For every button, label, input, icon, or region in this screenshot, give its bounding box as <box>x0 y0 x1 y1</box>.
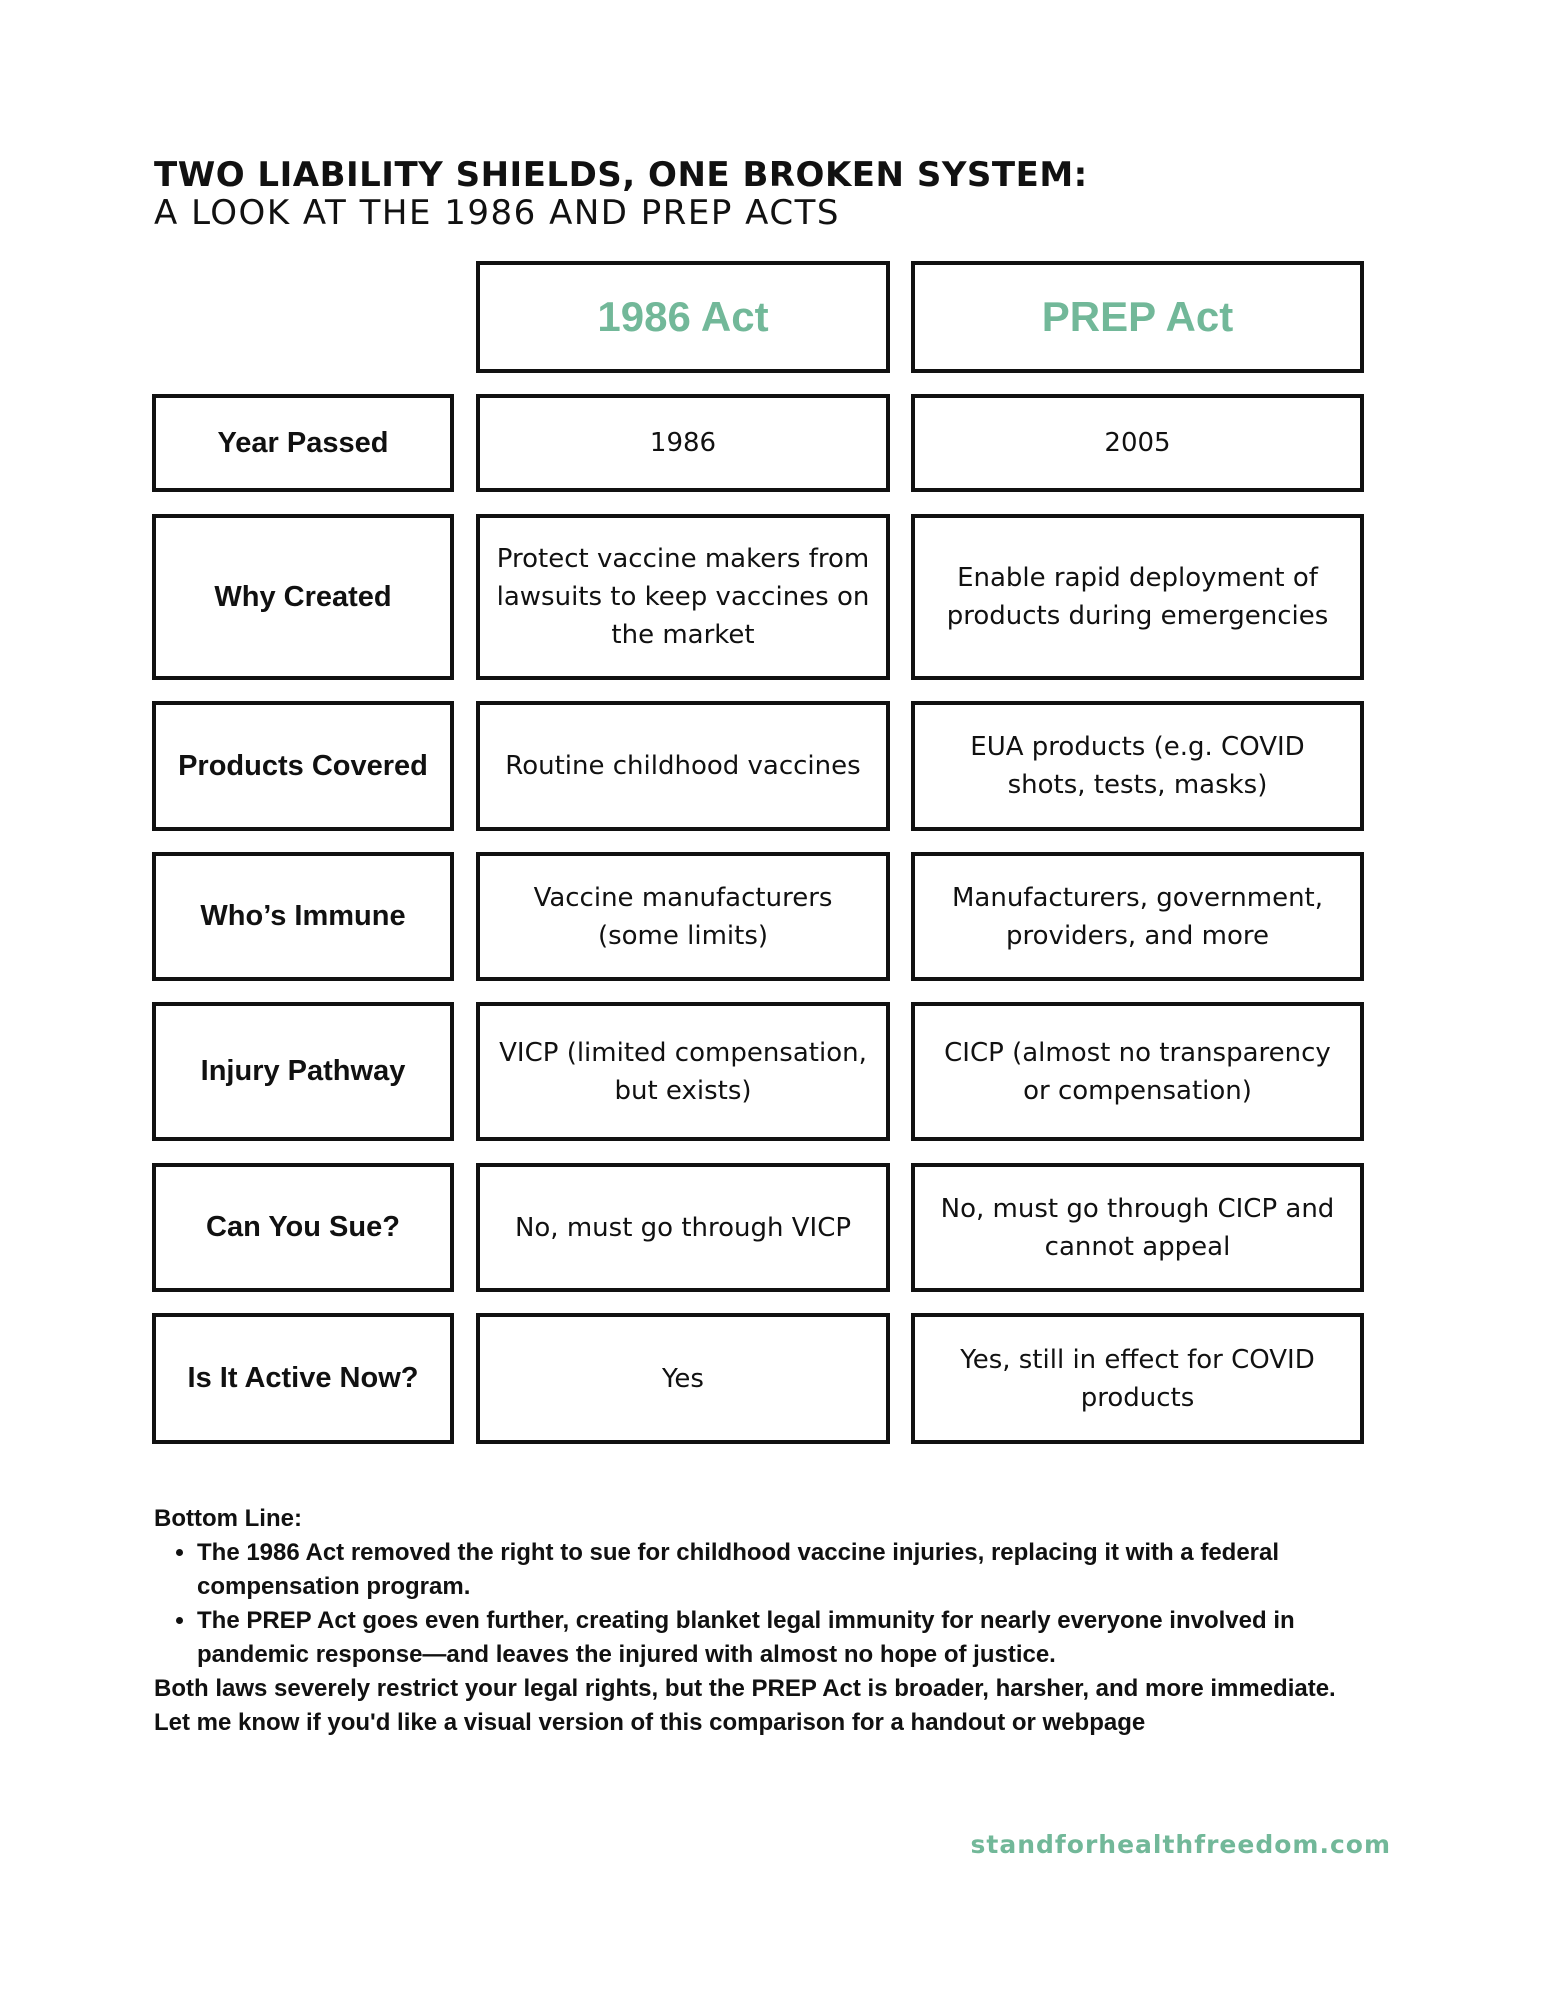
cell-prep-can-you-sue: No, must go through CICP and cannot appeal <box>911 1163 1364 1292</box>
row-label-is-it-active-now: Is It Active Now? <box>152 1313 454 1444</box>
cell-prep-injury-pathway: CICP (almost no transparency or compensation) <box>911 1002 1364 1141</box>
bottom-line-section <box>154 1502 1404 1740</box>
cell-1986-injury-pathway: VICP (limited compensation, but exists) <box>476 1002 890 1141</box>
cell-prep-year-passed: 2005 <box>911 394 1364 492</box>
bottom-line-closing: Let me know if you'd like a visual version of this comparison for a handout or webpage <box>154 1709 1146 1736</box>
bottom-line-heading: Bottom Line: <box>154 1505 302 1532</box>
row-label-why-created: Why Created <box>152 514 454 680</box>
bottom-line-summary: Both laws severely restrict your legal rights, but the PREP Act is broader, harsher, and more immediate. <box>154 1675 1336 1702</box>
document-title <box>154 155 1404 233</box>
cell-1986-products-covered: Routine childhood vaccines <box>476 701 890 831</box>
title-line-2: A LOOK AT THE 1986 AND PREP ACTS <box>154 192 840 233</box>
title-line-1: TWO LIABILITY SHIELDS, ONE BROKEN SYSTEM: <box>154 155 1088 195</box>
cell-1986-can-you-sue: No, must go through VICP <box>476 1163 890 1292</box>
row-label-whos-immune: Who’s Immune <box>152 852 454 981</box>
bottom-line-bullet: • The 1986 Act removed the right to sue for childhood vaccine injuries, replacing it with a federal compensation program. <box>197 1536 1404 1604</box>
cell-1986-why-created: Protect vaccine makers from lawsuits to keep vaccines on the market <box>476 514 890 680</box>
footer-website: standforhealthfreedom.com <box>970 1830 1391 1859</box>
row-label-year-passed: Year Passed <box>152 394 454 492</box>
cell-1986-year-passed: 1986 <box>476 394 890 492</box>
cell-prep-whos-immune: Manufacturers, government, providers, and more <box>911 852 1364 981</box>
column-header-prep-act: PREP Act <box>911 261 1364 373</box>
row-label-can-you-sue: Can You Sue? <box>152 1163 454 1292</box>
row-label-products-covered: Products Covered <box>152 701 454 831</box>
cell-prep-products-covered: EUA products (e.g. COVID shots, tests, masks) <box>911 701 1364 831</box>
column-header-1986-act: 1986 Act <box>476 261 890 373</box>
bottom-line-list <box>154 1536 1404 1672</box>
cell-prep-is-it-active-now: Yes, still in effect for COVID products <box>911 1313 1364 1444</box>
cell-1986-is-it-active-now: Yes <box>476 1313 890 1444</box>
row-label-injury-pathway: Injury Pathway <box>152 1002 454 1141</box>
cell-prep-why-created: Enable rapid deployment of products during emergencies <box>911 514 1364 680</box>
bottom-line-bullet: • The PREP Act goes even further, creating blanket legal immunity for nearly everyone involved in pandemic response—and leaves the injured with almost no hope of justice. <box>197 1604 1404 1672</box>
cell-1986-whos-immune: Vaccine manufacturers (some limits) <box>476 852 890 981</box>
